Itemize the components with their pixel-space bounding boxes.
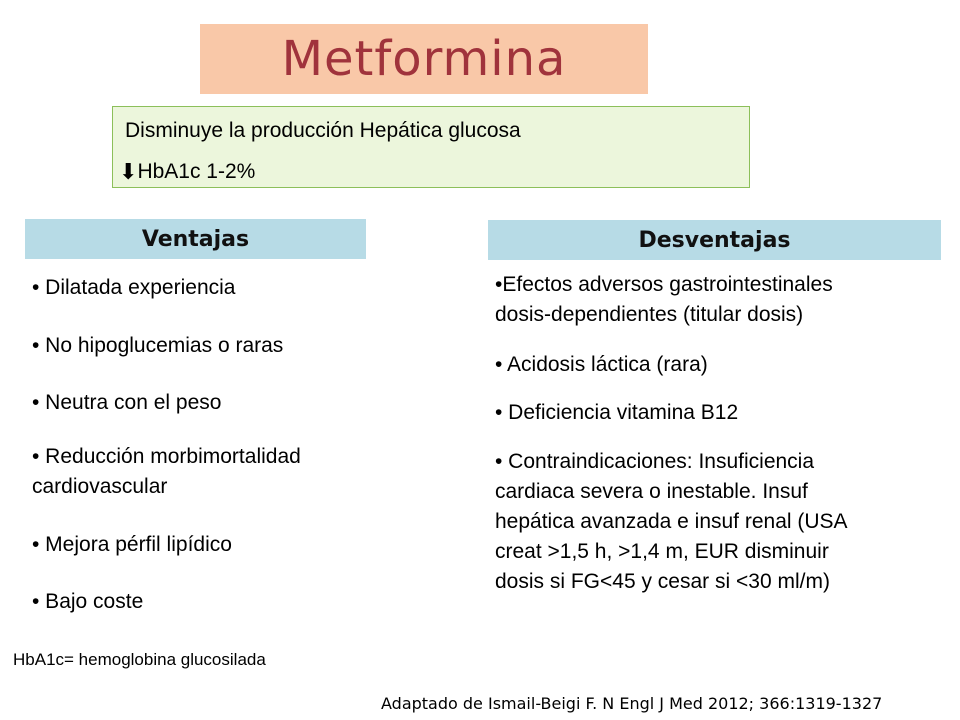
list-item: hepática avanzada e insuf renal (USA xyxy=(495,510,848,533)
footnote: HbA1c= hemoglobina glucosilada xyxy=(13,650,266,669)
list-item: •Efectos adversos gastrointestinales xyxy=(495,273,833,296)
list-item: cardiaca severa o inestable. Insuf xyxy=(495,480,808,503)
source-citation: Adaptado de Ismail-Beigi F. N Engl J Med 2012; 366:1319-1327 xyxy=(381,694,883,713)
list-item: • No hipoglucemias o raras xyxy=(32,334,284,357)
list-item: • Deficiencia vitamina B12 xyxy=(495,401,739,424)
ventajas-list xyxy=(32,0,392,640)
list-item: • Contraindicaciones: Insuficiencia xyxy=(495,450,815,473)
list-item: • Bajo coste xyxy=(32,590,144,613)
list-item: • Reducción morbimortalidad xyxy=(32,445,301,468)
list-item: dosis si FG<45 y cesar si <30 ml/m) xyxy=(495,570,830,593)
list-item: dosis-dependientes (titular dosis) xyxy=(495,303,804,326)
summary-hba1c-text: HbA1c 1-2% xyxy=(137,160,256,183)
list-item: • Mejora pérfil lipídico xyxy=(32,533,232,556)
slide-title: Metformina xyxy=(281,31,567,87)
desventajas-list xyxy=(495,0,950,640)
list-item: creat >1,5 h, >1,4 m, EUR disminuir xyxy=(495,540,829,563)
list-item: cardiovascular xyxy=(32,475,168,498)
down-arrow-icon: ⬇ xyxy=(119,159,138,184)
list-item: • Acidosis láctica (rara) xyxy=(495,353,708,376)
desventajas-header-label: Desventajas xyxy=(638,227,791,253)
list-item: • Dilatada experiencia xyxy=(32,276,236,299)
summary-line-production: Disminuye la producción Hepática glucosa xyxy=(125,119,521,142)
list-item: • Neutra con el peso xyxy=(32,391,222,414)
ventajas-header-label: Ventajas xyxy=(141,226,250,252)
